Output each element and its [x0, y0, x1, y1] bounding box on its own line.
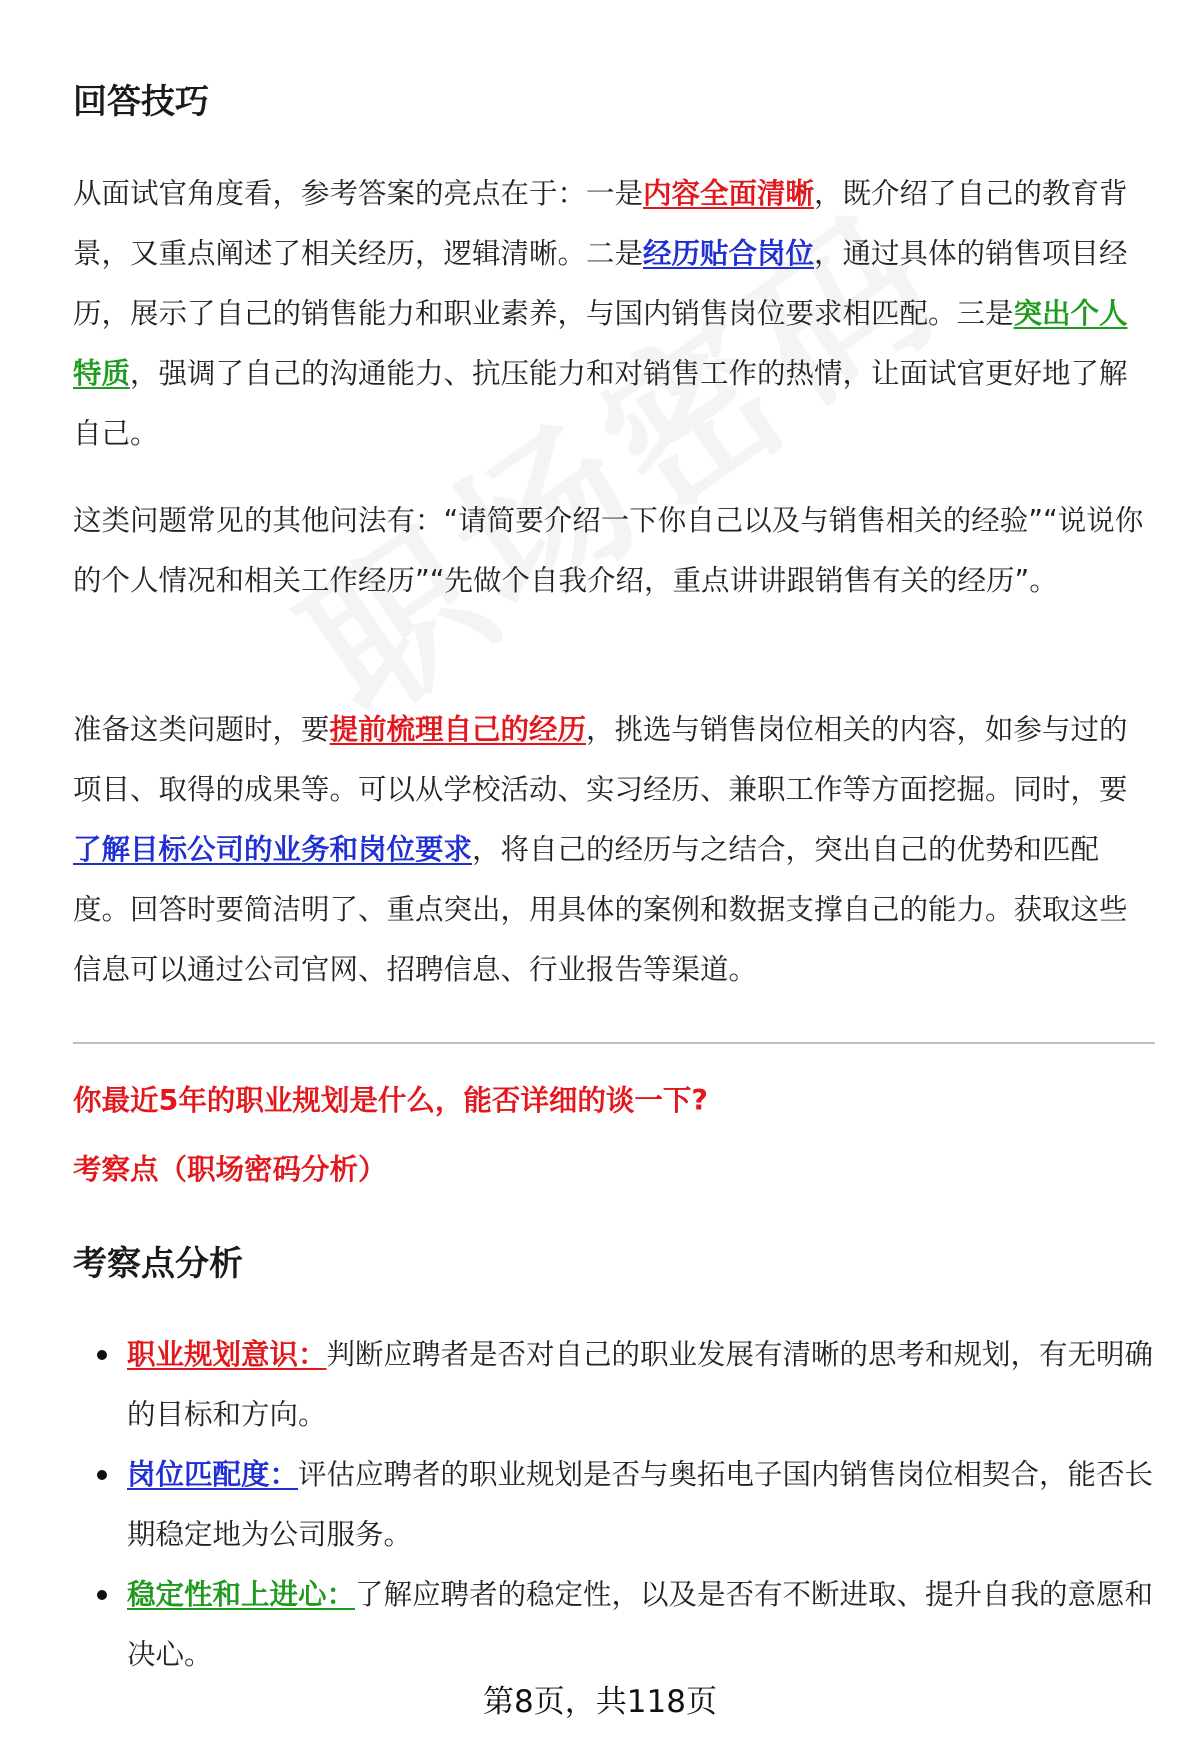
highlight-experience-fit: 经历贴合岗位	[643, 237, 815, 270]
bullet-icon	[97, 1590, 107, 1600]
point-text: 判断应聘者是否对自己的职业发展有清晰的思考和规划，有无明确的目标和方向。	[127, 1338, 1154, 1431]
list-item	[73, 1445, 1155, 1565]
text: 准备这类问题时，要	[73, 713, 330, 746]
tips-paragraph-1	[73, 164, 1155, 464]
section-divider	[73, 1042, 1155, 1044]
section-heading-tips: 回答技巧	[73, 82, 209, 122]
text: 从面试官角度看，参考答案的亮点在于：一是	[73, 177, 644, 210]
page-number: 第8页，共118页	[483, 1684, 717, 1720]
text: ，挑选与销售岗位相关的内容，如参与过的项目、取得的成果等。可以从学校活动、实习经历、兼职工作等方面挖掘。同时，要	[73, 713, 1128, 806]
highlight-organize-experience: 提前梳理自己的经历	[329, 713, 587, 746]
highlight-content-clear: 内容全面清晰	[643, 177, 815, 210]
text: ，既介绍了自己的教育背景，又重点阐述了相关经历，逻辑清晰。二是	[73, 177, 1128, 270]
point-label: 职业规划意识：	[127, 1338, 327, 1371]
question-title: 你最近5年的职业规划是什么，能否详细的谈一下?	[73, 1084, 708, 1117]
section-heading-analysis: 考察点分析	[73, 1244, 243, 1284]
point-label: 岗位匹配度：	[127, 1458, 299, 1491]
bullet-icon	[97, 1350, 107, 1360]
list-item	[73, 1565, 1155, 1685]
list-item	[73, 1325, 1155, 1445]
point-text: 了解应聘者的稳定性，以及是否有不断进取、提升自我的意愿和决心。	[127, 1578, 1154, 1671]
highlight-personal-traits: 突出个人特质	[73, 297, 1128, 390]
question-subtitle: 考察点（职场密码分析）	[73, 1153, 387, 1186]
text: ，将自己的经历与之结合，突出自己的优势和匹配度。回答时要简洁明了、重点突出，用具体的案例和数据支撑自己的能力。获取这些信息可以通过公司官网、招聘信息、行业报告等渠道。	[73, 833, 1128, 986]
highlight-understand-company: 了解目标公司的业务和岗位要求	[73, 833, 473, 866]
tips-paragraph-2: 这类问题常见的其他问法有：“请简要介绍一下你自己以及与销售相关的经验”“说说你的个人情况和相关工作经历”“先做个自我介绍，重点讲讲跟销售有关的经历”。	[73, 504, 1144, 597]
analysis-list	[73, 1325, 1155, 1685]
text: ，强调了自己的沟通能力、抗压能力和对销售工作的热情，让面试官更好地了解自己。	[73, 357, 1128, 450]
text: ，通过具体的销售项目经历，展示了自己的销售能力和职业素养，与国内销售岗位要求相匹配。三是	[73, 237, 1128, 330]
tips-paragraph-3	[73, 700, 1155, 1000]
bullet-icon	[97, 1470, 107, 1480]
point-label: 稳定性和上进心：	[127, 1578, 356, 1611]
point-text: 评估应聘者的职业规划是否与奥拓电子国内销售岗位相契合，能否长期稳定地为公司服务。	[127, 1458, 1154, 1551]
